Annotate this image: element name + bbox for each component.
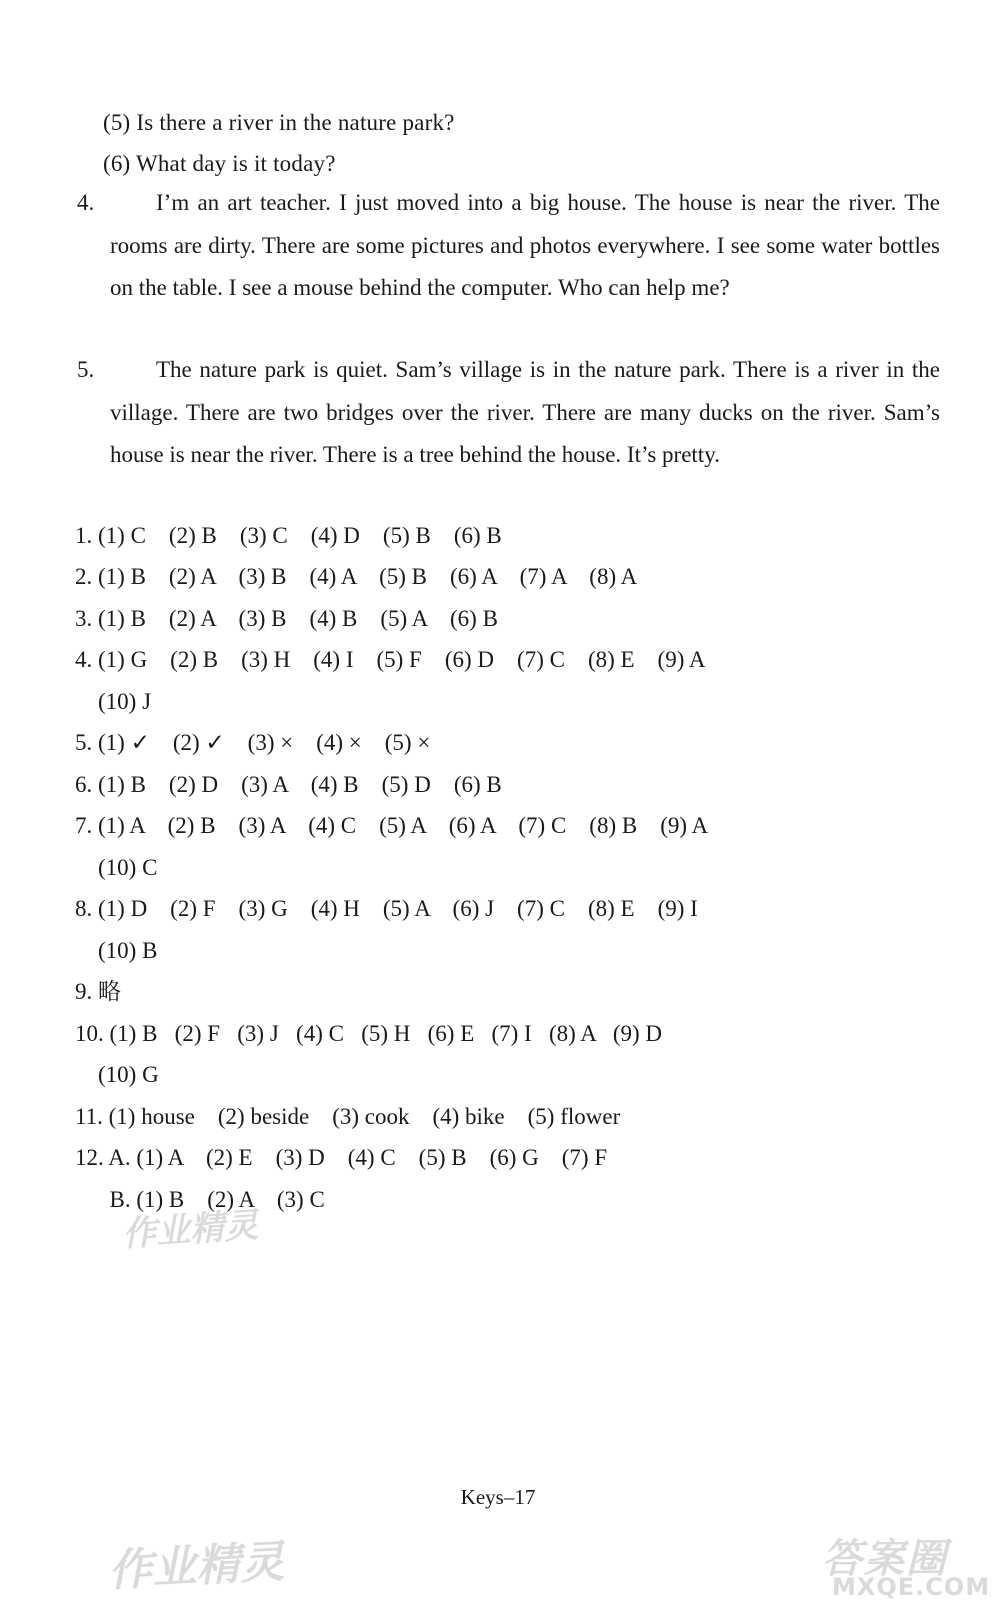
answer-line: 12. A. (1) A (2) E (3) D (4) C (5) B (6) G (7) F [75,1145,608,1170]
answer-line: 5. (1) ✓ (2) ✓ (3) × (4) × (5) × [75,730,431,755]
page-number: Keys–17 [460,1485,536,1509]
watermark-middle: 作业精灵 [121,1205,260,1255]
answer-line: 10. (1) B (2) F (3) J (4) C (5) H (6) E (7) I (8) A (9) D [75,1021,663,1046]
answer-line: 3. (1) B (2) A (3) B (4) B (5) A (6) B [75,606,498,631]
passage-4-text: I’m an art teacher. I just moved into a big house. The house is near the river. The rooms are dirty. There are some pictures and photos everywhere. I see some water bottles on the table. I see a mouse behind the computer. Who can help me? [110,190,940,300]
logo-top-text: 答案圈 [822,1536,948,1582]
answer-line: 8. (1) D (2) F (3) G (4) H (5) A (6) J (7) C (8) E (9) I [75,896,698,921]
watermark-bottom-left: 作业精灵 [107,1536,286,1597]
answer-line: 11. (1) house (2) beside (3) cook (4) bike (5) flower [75,1104,621,1129]
answer-line: 4. (1) G (2) B (3) H (4) I (5) F (6) D (7) C (8) E (9) A [75,647,706,672]
answer-line: 1. (1) C (2) B (3) C (4) D (5) B (6) B [75,523,502,548]
answer-line: (10) B [75,938,158,963]
passage-4-number: 4. [77,190,95,215]
passage-5 [77,349,940,477]
passage-5-text: The nature park is quiet. Sam’s village is in the nature park. There is a river in the village. There are two bridges over the river. There are many ducks on the river. Sam’s house is near the river. There is a tree behind the house. It’s pretty. [110,357,940,467]
answer-line: 7. (1) A (2) B (3) A (4) C (5) A (6) A (7) C (8) B (9) A [75,813,709,838]
logo-bottom-text: MXQE.COM [832,1573,991,1601]
answer-line: (10) G [75,1062,159,1087]
answer-line: (10) J [75,689,152,714]
question-6: (6) What day is it today? [103,151,336,176]
answer-line: 9. 略 [75,979,121,1004]
watermark-logo [812,1535,991,1601]
passage-4 [77,182,940,310]
question-5: (5) Is there a river in the nature park? [103,110,455,135]
passage-5-number: 5. [77,357,95,382]
answer-line: 6. (1) B (2) D (3) A (4) B (5) D (6) B [75,772,502,797]
answer-line: B. (1) B (2) A (3) C [75,1187,325,1212]
answer-line: (10) C [75,855,158,880]
answer-line: 2. (1) B (2) A (3) B (4) A (5) B (6) A (7) A (8) A [75,564,638,589]
